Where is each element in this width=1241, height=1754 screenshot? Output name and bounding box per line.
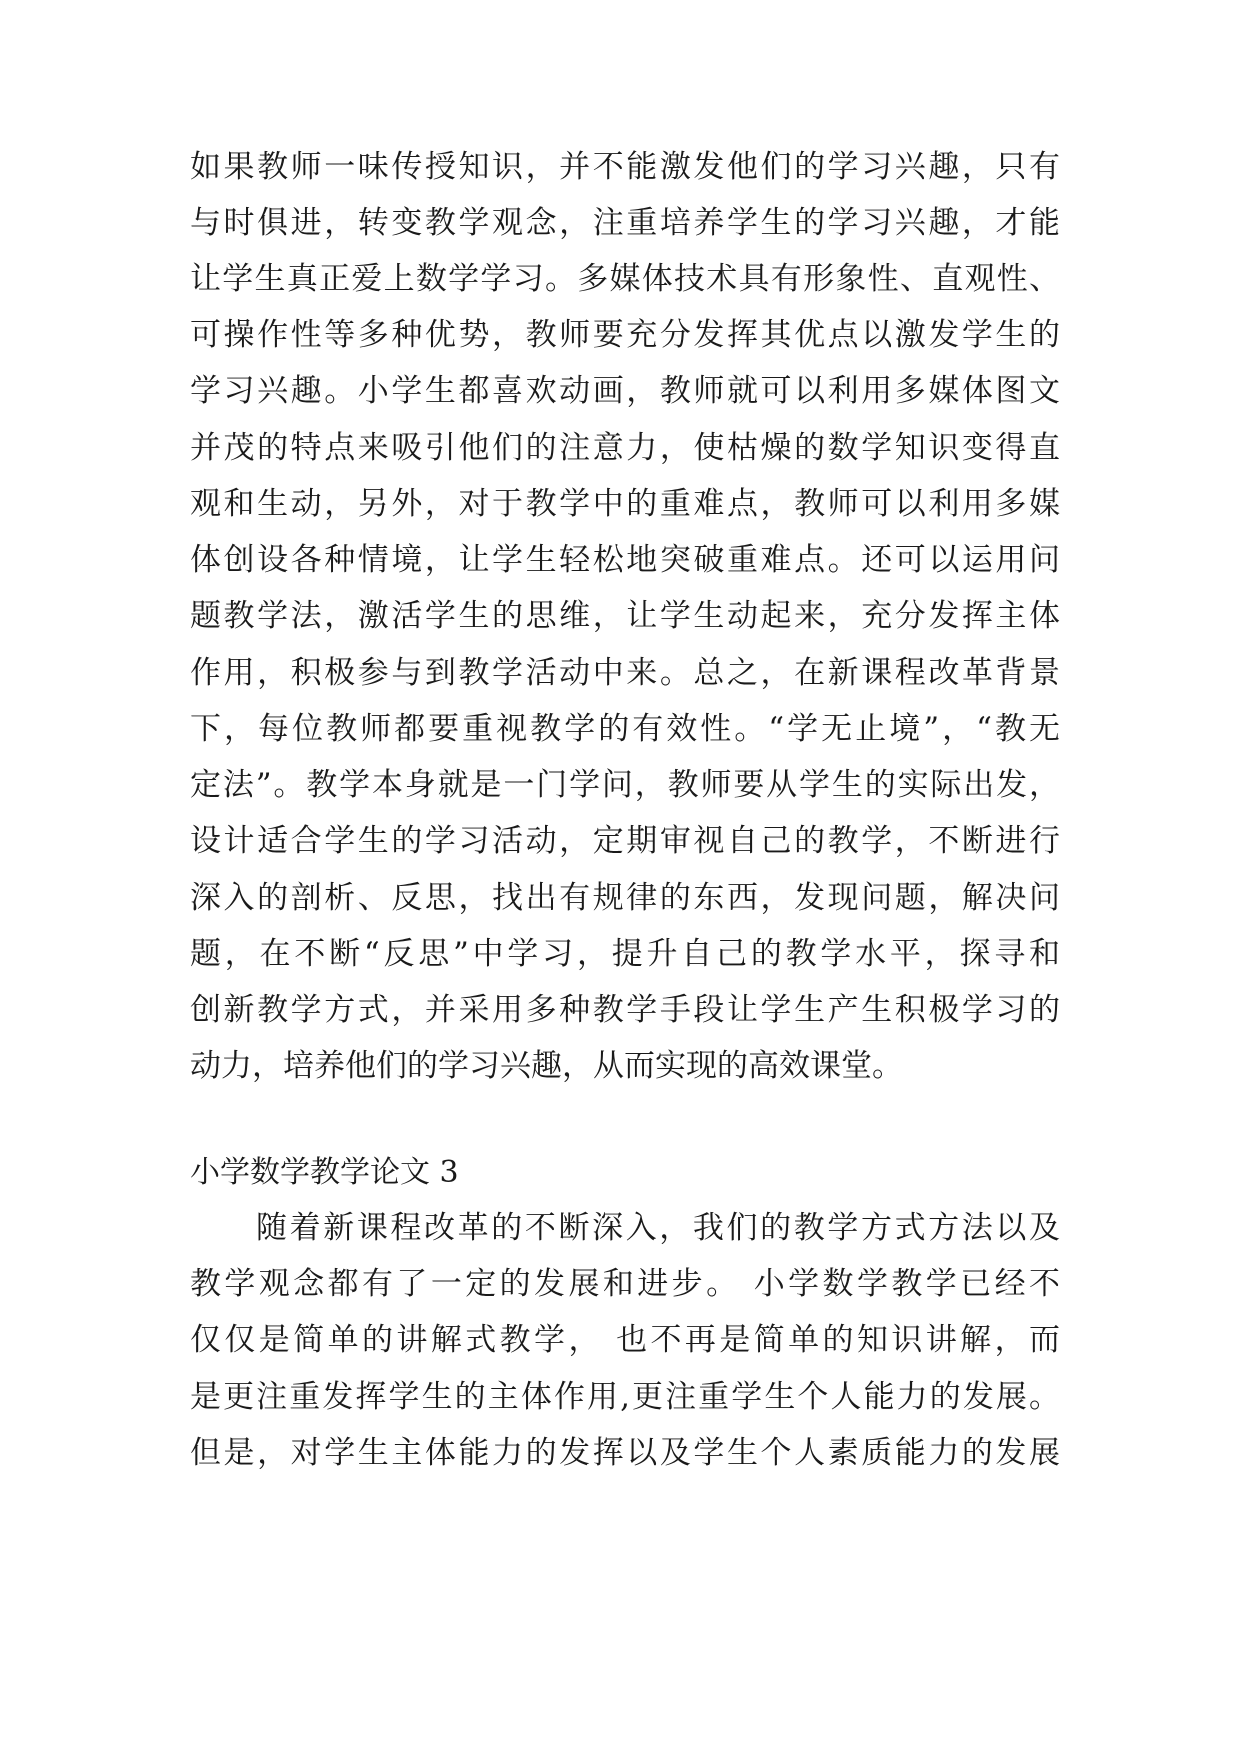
paragraph-line: 可操作性等多种优势，教师要充分发挥其优点以激发学生的 <box>190 317 1060 353</box>
paragraph-line: 动力，培养他们的学习兴趣，从而实现的高效课堂。 <box>190 1048 903 1084</box>
paragraph-line: 教学观念都有了一定的发展和进步。 小学数学教学已经不 <box>190 1266 1060 1302</box>
paragraph-line: 体创设各种情境，让学生轻松地突破重难点。还可以运用问 <box>190 542 1060 578</box>
paragraph-line: 创新教学方式，并采用多种教学手段让学生产生积极学习的 <box>190 992 1060 1028</box>
paragraph-line: 让学生真正爱上数学学习。多媒体技术具有形象性、直观性、 <box>190 261 1060 297</box>
paragraph-line: 作用，积极参与到教学活动中来。总之，在新课程改革背景 <box>190 655 1060 691</box>
paragraph-line: 深入的剖析、反思，找出有规律的东西，发现问题，解决问 <box>190 880 1060 916</box>
paragraph-line: 如果教师一味传授知识，并不能激发他们的学习兴趣，只有 <box>190 149 1060 185</box>
paragraph-line: 题教学法，激活学生的思维，让学生动起来，充分发挥主体 <box>190 598 1060 634</box>
paragraph-line: 学习兴趣。小学生都喜欢动画，教师就可以利用多媒体图文 <box>190 373 1060 409</box>
paragraph-line: 设计适合学生的学习活动，定期审视自己的教学，不断进行 <box>190 823 1060 859</box>
paragraph-line: 仅仅是简单的讲解式教学， 也不再是简单的知识讲解，而 <box>190 1322 1060 1358</box>
paragraph-line: 与时俱进，转变教学观念，注重培养学生的学习兴趣，才能 <box>190 205 1060 241</box>
paragraph-line: 但是，对学生主体能力的发挥以及学生个人素质能力的发展 <box>190 1435 1060 1471</box>
paragraph-line: 观和生动，另外，对于教学中的重难点，教师可以利用多媒 <box>190 486 1060 522</box>
paragraph-line: 是更注重发挥学生的主体作用,更注重学生个人能力的发展。 <box>190 1379 1060 1415</box>
paragraph-line: 定法”。教学本身就是一门学问，教师要从学生的实际出发， <box>190 767 1060 803</box>
paragraph-line: 下，每位教师都要重视教学的有效性。“学无止境”，“教无 <box>190 711 1060 747</box>
paragraph-line: 并茂的特点来吸引他们的注意力，使枯燥的数学知识变得直 <box>190 430 1060 466</box>
paragraph-line: 题，在不断“反思”中学习，提升自己的教学水平，探寻和 <box>190 936 1060 972</box>
paragraph-line: 随着新课程改革的不断深入，我们的教学方式方法以及 <box>256 1210 1060 1246</box>
section-heading: 小学数学教学论文 3 <box>190 1155 459 1190</box>
